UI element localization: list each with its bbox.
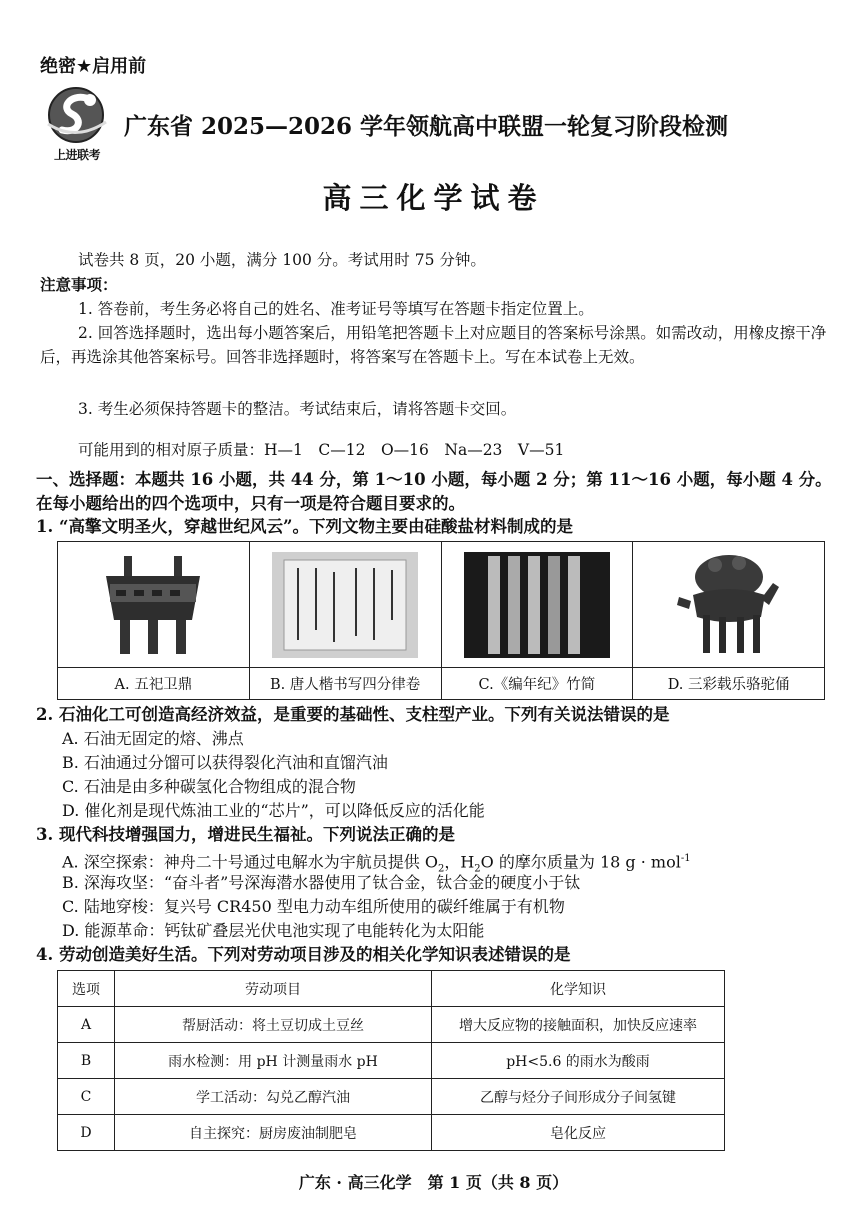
option-3d: D. 能源革命：钙钛矿叠层光伏电池实现了电能转化为太阳能 bbox=[62, 921, 485, 940]
col-chemistry: 化学知识 bbox=[432, 971, 725, 1007]
cell: 乙醇与烃分子间形成分子间氢键 bbox=[432, 1079, 725, 1115]
cell: pH<5.6 的雨水为酸雨 bbox=[432, 1043, 725, 1079]
option-1d: D. 三彩载乐骆驼俑 bbox=[633, 668, 825, 700]
cell: C bbox=[58, 1079, 115, 1115]
option-3a: A. 深空探索：神舟二十号通过电解水为宇航员提供 $O_2$，$H_2O$ 的摩尔质量为 18 g · mol$^{-1}$ bbox=[62, 852, 691, 875]
question-2-stem: 2. 石油化工可创造高经济效益，是重要的基础性、支柱型产业。下列有关说法错误的是 bbox=[36, 705, 670, 724]
page-footer: 广东 · 高三化学 第 1 页（共 8 页） bbox=[298, 1173, 569, 1192]
question-4-stem: 4. 劳动创造美好生活。下列对劳动项目涉及的相关化学知识表述错误的是 bbox=[36, 945, 571, 964]
cell: D bbox=[58, 1115, 115, 1151]
option-1b: B. 唐人楷书写四分律卷 bbox=[249, 668, 441, 700]
cell: 自主探究：厨房废油制肥皂 bbox=[115, 1115, 432, 1151]
exam-title: 广东省 2025—2026 学年领航高中联盟一轮复习阶段检测 bbox=[124, 113, 729, 140]
notice-heading: 注意事项： bbox=[40, 276, 118, 294]
confidential-label: 绝密★启用前 bbox=[40, 56, 147, 77]
table-header-row bbox=[58, 971, 725, 1007]
cell: 雨水检测：用 pH 计测量雨水 pH bbox=[115, 1043, 432, 1079]
exam-summary: 试卷共 8 页，20 小题，满分 100 分。考试用时 75 分钟。 bbox=[78, 251, 486, 269]
atomic-masses: 可能用到的相对原子质量：H—1 C—12 O—16 Na—23 V—51 bbox=[78, 441, 565, 459]
table-row bbox=[58, 1043, 725, 1079]
cell: 增大反应物的接触面积，加快反应速率 bbox=[432, 1007, 725, 1043]
option-3b: B. 深海攻坚：“奋斗者”号深海潜水器使用了钛合金，钛合金的硬度小于钛 bbox=[62, 873, 581, 892]
option-1c: C.《编年纪》竹简 bbox=[441, 668, 633, 700]
cell: 帮厨活动：将土豆切成土豆丝 bbox=[115, 1007, 432, 1043]
subject-title: 高三化学试卷 bbox=[322, 181, 545, 215]
section-heading: 一、选择题：本题共 16 小题，共 44 分，第 1～10 小题，每小题 2 分；第 11～16 小题，每小题 4 分。在每小题给出的四个选项中，只有一项是符合题目要求的。 bbox=[36, 470, 832, 513]
table-row bbox=[58, 1007, 725, 1043]
col-option: 选项 bbox=[58, 971, 115, 1007]
artifact-table bbox=[57, 541, 825, 700]
bronze-ding-image bbox=[58, 542, 250, 668]
question-3-stem: 3. 现代科技增强国力，增进民生福祉。下列说法正确的是 bbox=[36, 825, 455, 844]
cell: A bbox=[58, 1007, 115, 1043]
option-2b: B. 石油通过分馏可以获得裂化汽油和直馏汽油 bbox=[62, 753, 388, 772]
camel-figurine-image bbox=[633, 542, 825, 668]
option-1a: A. 五祀卫鼎 bbox=[58, 668, 250, 700]
bamboo-slips-image bbox=[441, 542, 633, 668]
option-2c: C. 石油是由多种碳氢化合物组成的混合物 bbox=[62, 777, 356, 796]
option-2d: D. 催化剂是现代炼油工业的“芯片”，可以降低反应的活化能 bbox=[62, 801, 485, 820]
option-2a: A. 石油无固定的熔、沸点 bbox=[62, 729, 244, 748]
scroll-image bbox=[249, 542, 441, 668]
table-row bbox=[58, 1079, 725, 1115]
question-1-stem: 1. “高擎文明圣火，穿越世纪风云”。下列文物主要由硅酸盐材料制成的是 bbox=[36, 517, 573, 536]
cell: 学工活动：勾兑乙醇汽油 bbox=[115, 1079, 432, 1115]
col-labor: 劳动项目 bbox=[115, 971, 432, 1007]
option-3c: C. 陆地穿梭：复兴号 CR450 型电力动车组所使用的碳纤维属于有机物 bbox=[62, 897, 565, 916]
table-row bbox=[58, 1115, 725, 1151]
notice-3: 3. 考生必须保持答题卡的整洁。考试结束后，请将答题卡交回。 bbox=[78, 400, 517, 418]
cell: B bbox=[58, 1043, 115, 1079]
labor-table bbox=[57, 970, 725, 1151]
notice-2: 2. 回答选择题时，选出每小题答案后，用铅笔把答题卡上对应题目的答案标号涂黑。如需改动，用橡皮擦干净后，再选涂其他答案标号。回答非选择题时，将答案写在答题卡上。写在本试卷上无效。 bbox=[40, 324, 827, 366]
cell: 皂化反应 bbox=[432, 1115, 725, 1151]
logo-text: 上进联考 bbox=[53, 148, 100, 162]
notice-1: 1. 答卷前，考生务必将自己的姓名、准考证号等填写在答题卡指定位置上。 bbox=[78, 300, 594, 318]
